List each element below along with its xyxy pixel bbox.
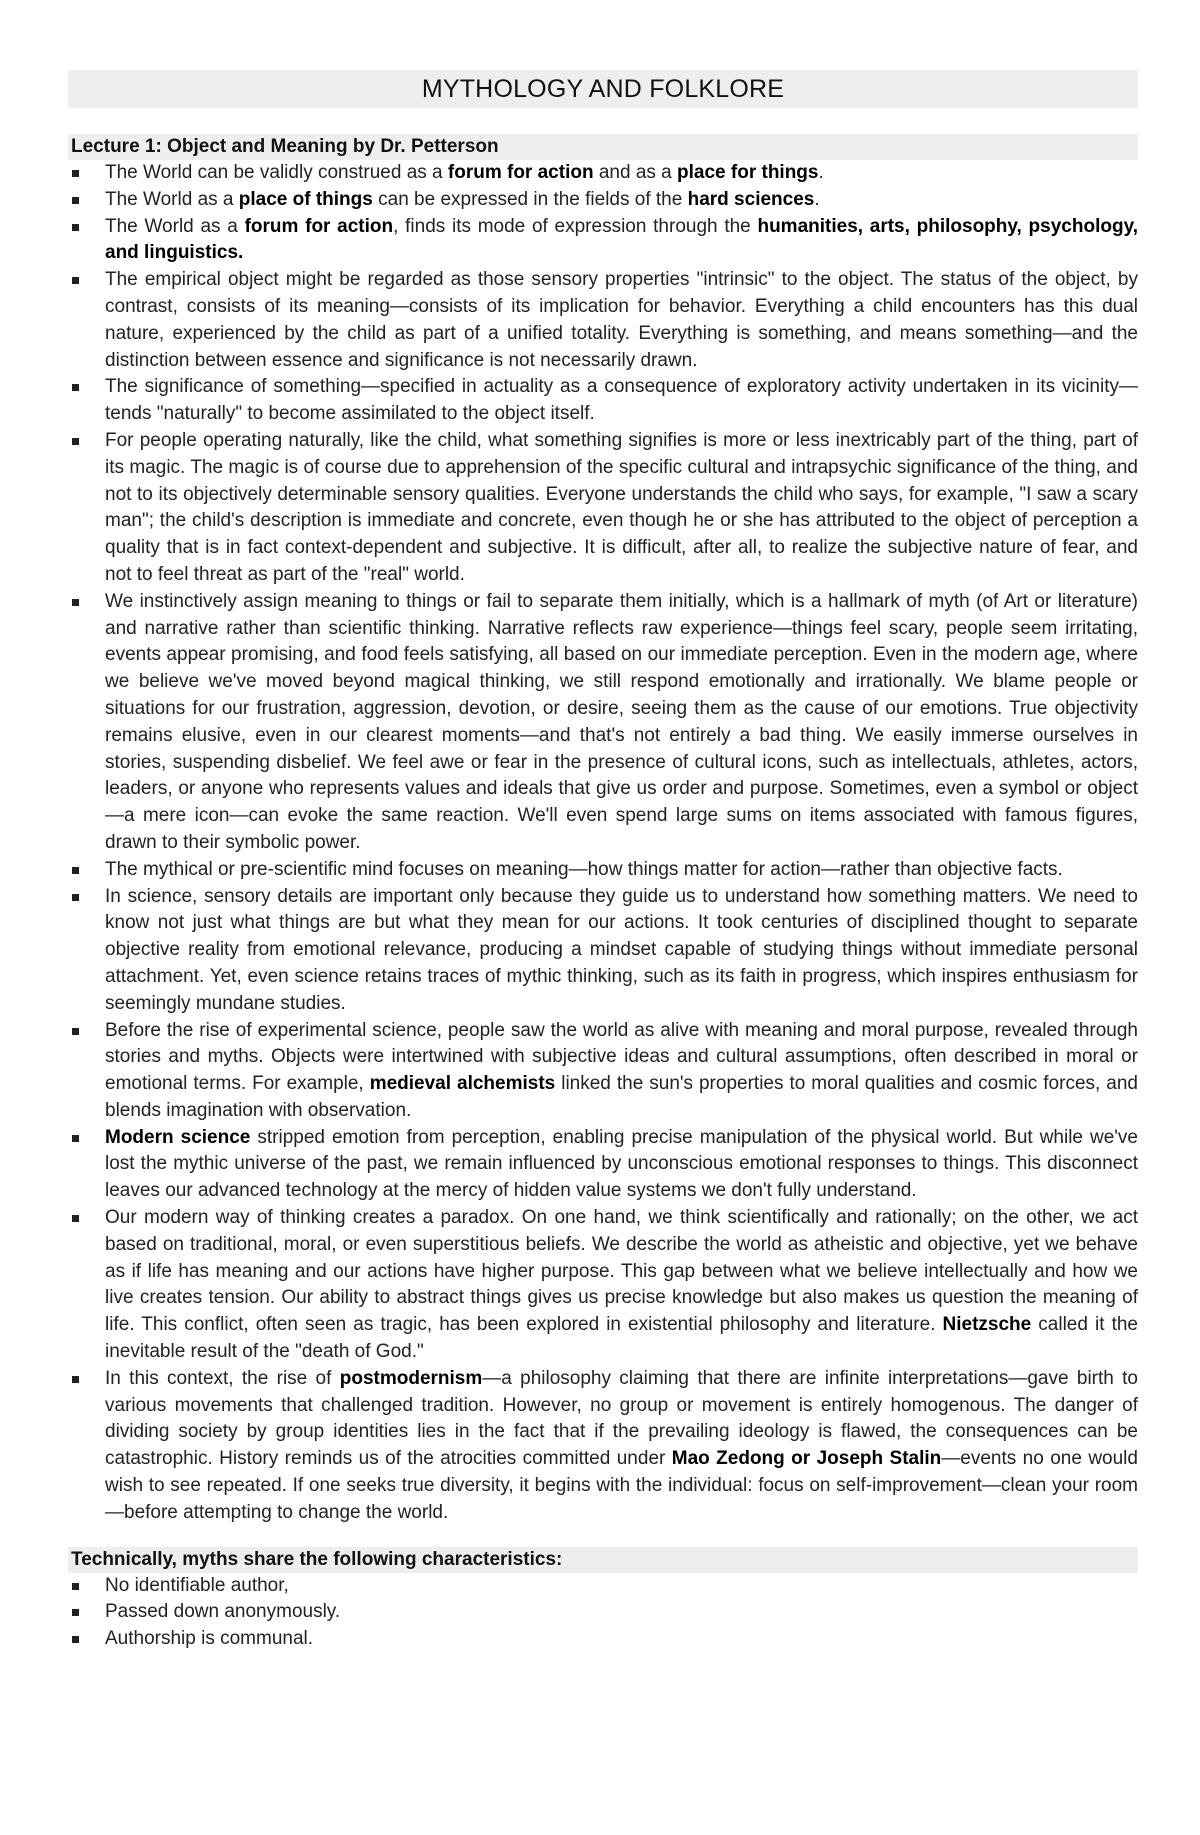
text-run: The World as a <box>105 215 245 237</box>
text-run: The World as a <box>105 188 239 210</box>
square-bullet-icon <box>72 170 79 177</box>
square-bullet-icon <box>72 1583 79 1590</box>
bold-term: Mao Zedong or Joseph Stalin <box>671 1448 942 1470</box>
bold-term: medieval alchemists <box>369 1073 556 1095</box>
text-run: The empirical object might be regarded as those sensory properties "intrinsic" to the object. The status of the object, by contrast, consists of its meaning—consists of its implication for behavior. Everything a child encounters has this dual nature, experienced by the child as part of a unified totality. Everything is something, and means something—and the distinction between essence and significance is not necessarily drawn. <box>105 269 1138 371</box>
text-run: , finds its mode of expression through the <box>393 215 758 237</box>
document-title: MYTHOLOGY AND FOLKLORE <box>68 70 1138 108</box>
text-run: stripped emotion from perception, enabling precise manipulation of the physical world. But while we've lost the mythic universe of the past, we remain influenced by unconscious emotional responses to things. This disconnect leaves our advanced technology at the mercy of hidden value systems we don't fully understand. <box>105 1126 1138 1202</box>
characteristic-item <box>68 1599 1138 1626</box>
square-bullet-icon <box>72 867 79 874</box>
lecture-bullet-item <box>68 1366 1138 1527</box>
square-bullet-icon <box>72 438 79 445</box>
square-bullet-icon <box>72 384 79 391</box>
lecture-bullet-item <box>68 214 1138 268</box>
characteristics-bullet-list <box>68 1573 1138 1653</box>
text-run: . <box>818 162 824 183</box>
bold-term: place of things <box>238 188 373 210</box>
characteristic-item <box>68 1626 1138 1653</box>
bold-term: Nietzsche <box>942 1314 1032 1336</box>
text-run: —events no one would wish to see repeated. If one seeks true diversity, it begins with the individual: focus on self-improvement—clean your room—before attempting to change the world. <box>105 1448 1138 1523</box>
lecture-bullet-item <box>68 428 1138 589</box>
document-page <box>68 70 1138 1653</box>
lecture-bullet-item <box>68 857 1138 884</box>
lecture-bullet-item <box>68 884 1138 1018</box>
text-run: The significance of something—specified in actuality as a consequence of exploratory activity undertaken in its vicinity—tends "naturally" to become assimilated to the object itself. <box>105 376 1138 425</box>
bold-term: forum for action <box>447 162 594 183</box>
characteristic-text: No identifiable author, <box>105 1574 289 1596</box>
characteristic-text: Authorship is communal. <box>105 1628 314 1650</box>
characteristic-item <box>68 1573 1138 1600</box>
bold-term: forum for action <box>244 215 394 237</box>
text-run: and as a <box>593 162 678 183</box>
text-run: can be expressed in the fields of the <box>372 188 688 210</box>
text-run: Before the rise of experimental science, people saw the world as alive with meaning and moral purpose, revealed through stories and myths. Objects were intertwined with subjective ideas and cultural assumptions, often described in moral or emotional terms. For example, <box>105 1019 1138 1095</box>
square-bullet-icon <box>72 1135 79 1142</box>
text-run: For people operating naturally, like the child, what something signifies is more or less inextricably part of the thing, part of its magic. The magic is of course due to apprehension of the specific cultural and intrapsychic significance of the thing, and not to its objectively determinable sensory qualities. Everyone understands the child who says, for example, "I saw a scary man"; the child's description is immediate and concrete, even though he or she has attributed to the object of perception a quality that is in fact context-dependent and subjective. It is difficult, after all, to realize the subjective nature of fear, and not to feel threat as part of the "real" world. <box>105 429 1138 585</box>
lecture-bullet-item <box>68 267 1138 374</box>
bold-term: humanities, arts, philosophy, psychology, and linguistics. <box>105 215 1138 264</box>
square-bullet-icon <box>72 1028 79 1035</box>
characteristics-heading: Technically, myths share the following characteristics: <box>68 1547 1138 1573</box>
bold-term: hard sciences <box>687 188 815 210</box>
square-bullet-icon <box>72 1215 79 1222</box>
text-run: We instinctively assign meaning to things or fail to separate them initially, which is a hallmark of myth (of Art or literature) and narrative rather than scientific thinking. Narrative reflects raw experience—things feel scary, people seem irritating, events appear promising, and food feels satisfying, all based on our immediate perception. Even in the modern age, where we believe we've moved beyond magical thinking, we still respond emotionally and irrationally. We blame people or situations for our frustration, aggression, devotion, or desire, seeing them as the cause of our emotions. True objectivity remains elusive, even in our clearest moments—and that's not entirely a bad thing. We easily immerse ourselves in stories, suspending disbelief. We feel awe or fear in the presence of cultural icons, such as intellectuals, athletes, actors, leaders, or anyone who represents values and ideals that give us order and purpose. Sometimes, even a symbol or object—a mere icon—can evoke the same reaction. We'll even spend large sums on items associated with famous figures, drawn to their symbolic power. <box>105 590 1138 853</box>
lecture-bullet-item <box>68 589 1138 857</box>
square-bullet-icon <box>72 1376 79 1383</box>
text-run: The World can be validly construed as a <box>105 162 448 183</box>
text-run: called it the inevitable result of the "death of God." <box>105 1314 1138 1363</box>
bold-term: place for things <box>677 162 819 183</box>
bold-term: Modern science <box>105 1126 251 1148</box>
square-bullet-icon <box>72 197 79 204</box>
text-run: . <box>814 188 820 210</box>
lecture-bullet-item <box>68 1125 1138 1205</box>
text-run: In this context, the rise of <box>105 1367 340 1389</box>
square-bullet-icon <box>72 894 79 901</box>
lecture-heading: Lecture 1: Object and Meaning by Dr. Petterson <box>68 134 1138 160</box>
text-run: linked the sun's properties to moral qualities and cosmic forces, and blends imagination with observation. <box>105 1073 1138 1121</box>
bold-term: postmodernism <box>339 1367 483 1389</box>
lecture-bullet-item <box>68 160 1138 187</box>
square-bullet-icon <box>72 277 79 284</box>
lecture-bullet-item <box>68 1205 1138 1366</box>
text-run: In science, sensory details are important only because they guide us to understand how something matters. We need to know not just what things are but what they mean for our actions. It took centuries of disciplined thought to separate objective reality from emotional relevance, producing a mindset capable of studying things without immediate personal attachment. Yet, even science retains traces of mythic thinking, such as its faith in progress, which inspires enthusiasm for seemingly mundane studies. <box>105 885 1138 1014</box>
characteristic-text: Passed down anonymously. <box>105 1601 341 1623</box>
lecture-bullet-item <box>68 374 1138 428</box>
square-bullet-icon <box>72 599 79 606</box>
text-run: —a philosophy claiming that there are infinite interpretations—gave birth to various movements that challenged tradition. However, no group or movement is entirely homogenous. The danger of dividing society by group identities lies in the fact that if the prevailing ideology is flawed, the consequences can be catastrophic. History reminds us of the atrocities committed under <box>105 1367 1139 1470</box>
square-bullet-icon <box>72 1636 79 1643</box>
lecture-bullet-item <box>68 187 1138 214</box>
square-bullet-icon <box>72 224 79 231</box>
text-run: Our modern way of thinking creates a paradox. On one hand, we think scientifically and rationally; on the other, we act based on traditional, moral, or even superstitious beliefs. We describe the world as atheistic and objective, yet we behave as if life has meaning and our actions have higher purpose. This gap between what we believe intellectually and how we live creates tension. Our ability to abstract things gives us precise knowledge but also makes us question the meaning of life. This conflict, often seen as tragic, has been explored in existential philosophy and literature. <box>105 1207 1138 1336</box>
lecture-bullet-item <box>68 1018 1138 1125</box>
text-run: The mythical or pre-scientific mind focuses on meaning—how things matter for action—rather than objective facts. <box>105 858 1063 880</box>
lecture-bullet-list <box>68 160 1138 1527</box>
square-bullet-icon <box>72 1609 79 1616</box>
